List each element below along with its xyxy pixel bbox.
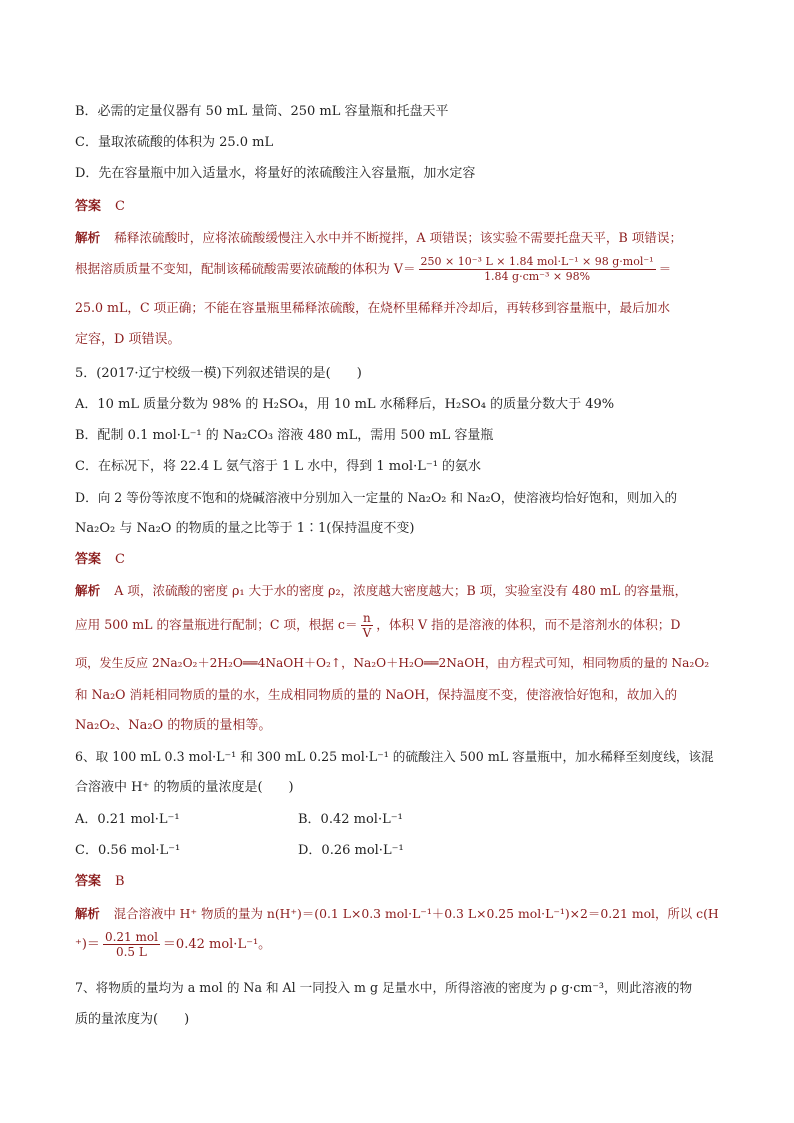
volume-formula-fraction xyxy=(419,255,656,284)
q5-analysis-line5: Na₂O₂、Na₂O 的物质的量相等。 xyxy=(75,718,272,733)
q6-analysis-line2: ⁺)＝ $\frac{\text{0.21 mol}}{0.5 L}$ ＝0.42 mol·L⁻¹。 xyxy=(75,930,272,959)
q6-stem-line2: 合溶液中 H⁺ 的物质的量浓度是( ) xyxy=(75,780,294,795)
q5-option-c: C．在标况下，将 22.4 L 氨气溶于 1 L 水中，得到 1 mol·L⁻¹ 的氨水 xyxy=(75,459,482,474)
answer-value: B xyxy=(115,874,125,889)
q4-analysis-line4: 定容，D 项错误。 xyxy=(75,332,181,347)
result-fraction xyxy=(103,930,160,959)
q5-analysis-line2: 应用 500 mL 的容量瓶进行配制；C 项，根据 c＝ $\frac{n}{V}$ ，体积 V 指的是溶液的体积，而不是溶剂水的体积；D xyxy=(75,611,681,640)
q5-answer xyxy=(75,551,125,569)
fraction-numerator: 250 × 10⁻³ L × 1.84 mol·L⁻¹ × 98 g·mol⁻¹ xyxy=(420,255,654,268)
analysis-label: 解析 xyxy=(75,583,101,598)
concentration-formula-fraction xyxy=(361,611,374,640)
answer-label: 答案 xyxy=(75,874,102,889)
q5-analysis-line3: 项，发生反应 2Na₂O₂＋2H₂O══4NaOH＋O₂↑，Na₂O＋H₂O══2NaOH，由方程式可知，相同物质的量的 Na₂O₂ xyxy=(75,656,710,670)
q6-option-b: B．0.42 mol·L⁻¹ xyxy=(298,812,403,827)
fraction-numerator: 0.21 mol xyxy=(104,930,158,944)
answer-label: 答案 xyxy=(75,199,102,214)
q5-option-b: B．配制 0.1 mol·L⁻¹ 的 Na₂CO₃ 溶液 480 mL，需用 500 mL 容量瓶 xyxy=(75,428,494,443)
q4-analysis-line2: 根据溶质质量不变知，配制该稀硫酸需要浓硫酸的体积为 V＝ $\frac{\text{250 × 10⁻³ L × 1.84 mol·L⁻¹ × 98 g·mol⁻¹}}{\text{1.84 g·cm⁻³ × 98\%}}$ ＝ xyxy=(75,255,672,283)
answer-value: C xyxy=(115,552,125,567)
q7-stem-line1: 7、将物质的量均为 a mol 的 Na 和 Al 一同投入 m g 足量水中，所得溶液的密度为 ρ g·cm⁻³，则此溶液的物 xyxy=(75,980,693,995)
q5-analysis-line1: 解析 A 项，浓硫酸的密度 ρ₁ 大于水的密度 ρ₂，浓度越大密度越大；B 项，实验室没有 480 mL 的容量瓶， xyxy=(75,583,688,598)
q6-option-c: C．0.56 mol·L⁻¹ xyxy=(75,843,181,858)
fraction-numerator: n xyxy=(361,611,374,626)
analysis-label: 解析 xyxy=(75,906,100,921)
analysis-label: 解析 xyxy=(75,230,101,245)
q5-option-a: A．10 mL 质量分数为 98% 的 H₂SO₄，用 10 mL 水稀释后，H₂SO₄ 的质量分数大于 49% xyxy=(75,397,615,412)
q4-answer xyxy=(75,198,125,216)
q6-analysis-line1: 解析 混合溶液中 H⁺ 物质的量为 n(H⁺)＝(0.1 L×0.3 mol·L⁻¹＋0.3 L×0.25 mol·L⁻¹)×2＝0.21 mol，所以 c(H xyxy=(75,906,719,921)
fraction-denominator: 0.5 L xyxy=(115,945,147,959)
q6-stem-line1: 6、取 100 mL 0.3 mol·L⁻¹ 和 300 mL 0.25 mol·L⁻¹ 的硫酸注入 500 mL 容量瓶中，加水稀释至刻度线，该混 xyxy=(75,749,714,764)
q6-option-a: A．0.21 mol·L⁻¹ xyxy=(75,812,180,827)
q5-option-d-line1: D．向 2 等份等浓度不饱和的烧碱溶液中分别加入一定量的 Na₂O₂ 和 Na₂O，使溶液均恰好饱和，则加入的 xyxy=(75,490,678,505)
fraction-denominator: 1.84 g·cm⁻³ × 98% xyxy=(484,270,591,283)
q6-answer xyxy=(75,873,125,891)
q4-option-d: D．先在容量瓶中加入适量水，将量好的浓硫酸注入容量瓶，加水定容 xyxy=(75,166,476,181)
q4-analysis-line3: 25.0 mL，C 项正确；不能在容量瓶里稀释浓硫酸，在烧杯里稀释并冷却后，再转移到容量瓶中，最后加水 xyxy=(75,300,670,315)
answer-value: C xyxy=(115,199,125,214)
answer-label: 答案 xyxy=(75,552,102,567)
q5-option-d-line2: Na₂O₂ 与 Na₂O 的物质的量之比等于 1∶1(保持温度不变) xyxy=(75,521,415,536)
q4-analysis-line1: 解析 稀释浓硫酸时，应将浓硫酸缓慢注入水中并不断搅拌，A 项错误；该实验不需要托盘天平，B 项错误； xyxy=(75,230,683,245)
q4-option-b: B．必需的定量仪器有 50 mL 量筒、250 mL 容量瓶和托盘天平 xyxy=(75,104,449,119)
q7-stem-line2: 质的量浓度为( ) xyxy=(75,1012,190,1027)
fraction-denominator: V xyxy=(362,626,372,640)
q5-analysis-line4: 和 Na₂O 消耗相同物质的量的水，生成相同物质的量的 NaOH，保持温度不变，使溶液恰好饱和，故加入的 xyxy=(75,687,678,702)
q6-option-d: D．0.26 mol·L⁻¹ xyxy=(298,843,404,858)
q5-stem: 5．(2017·辽宁校级一模)下列叙述错误的是( ) xyxy=(75,366,362,381)
q4-option-c: C．量取浓硫酸的体积为 25.0 mL xyxy=(75,135,274,150)
